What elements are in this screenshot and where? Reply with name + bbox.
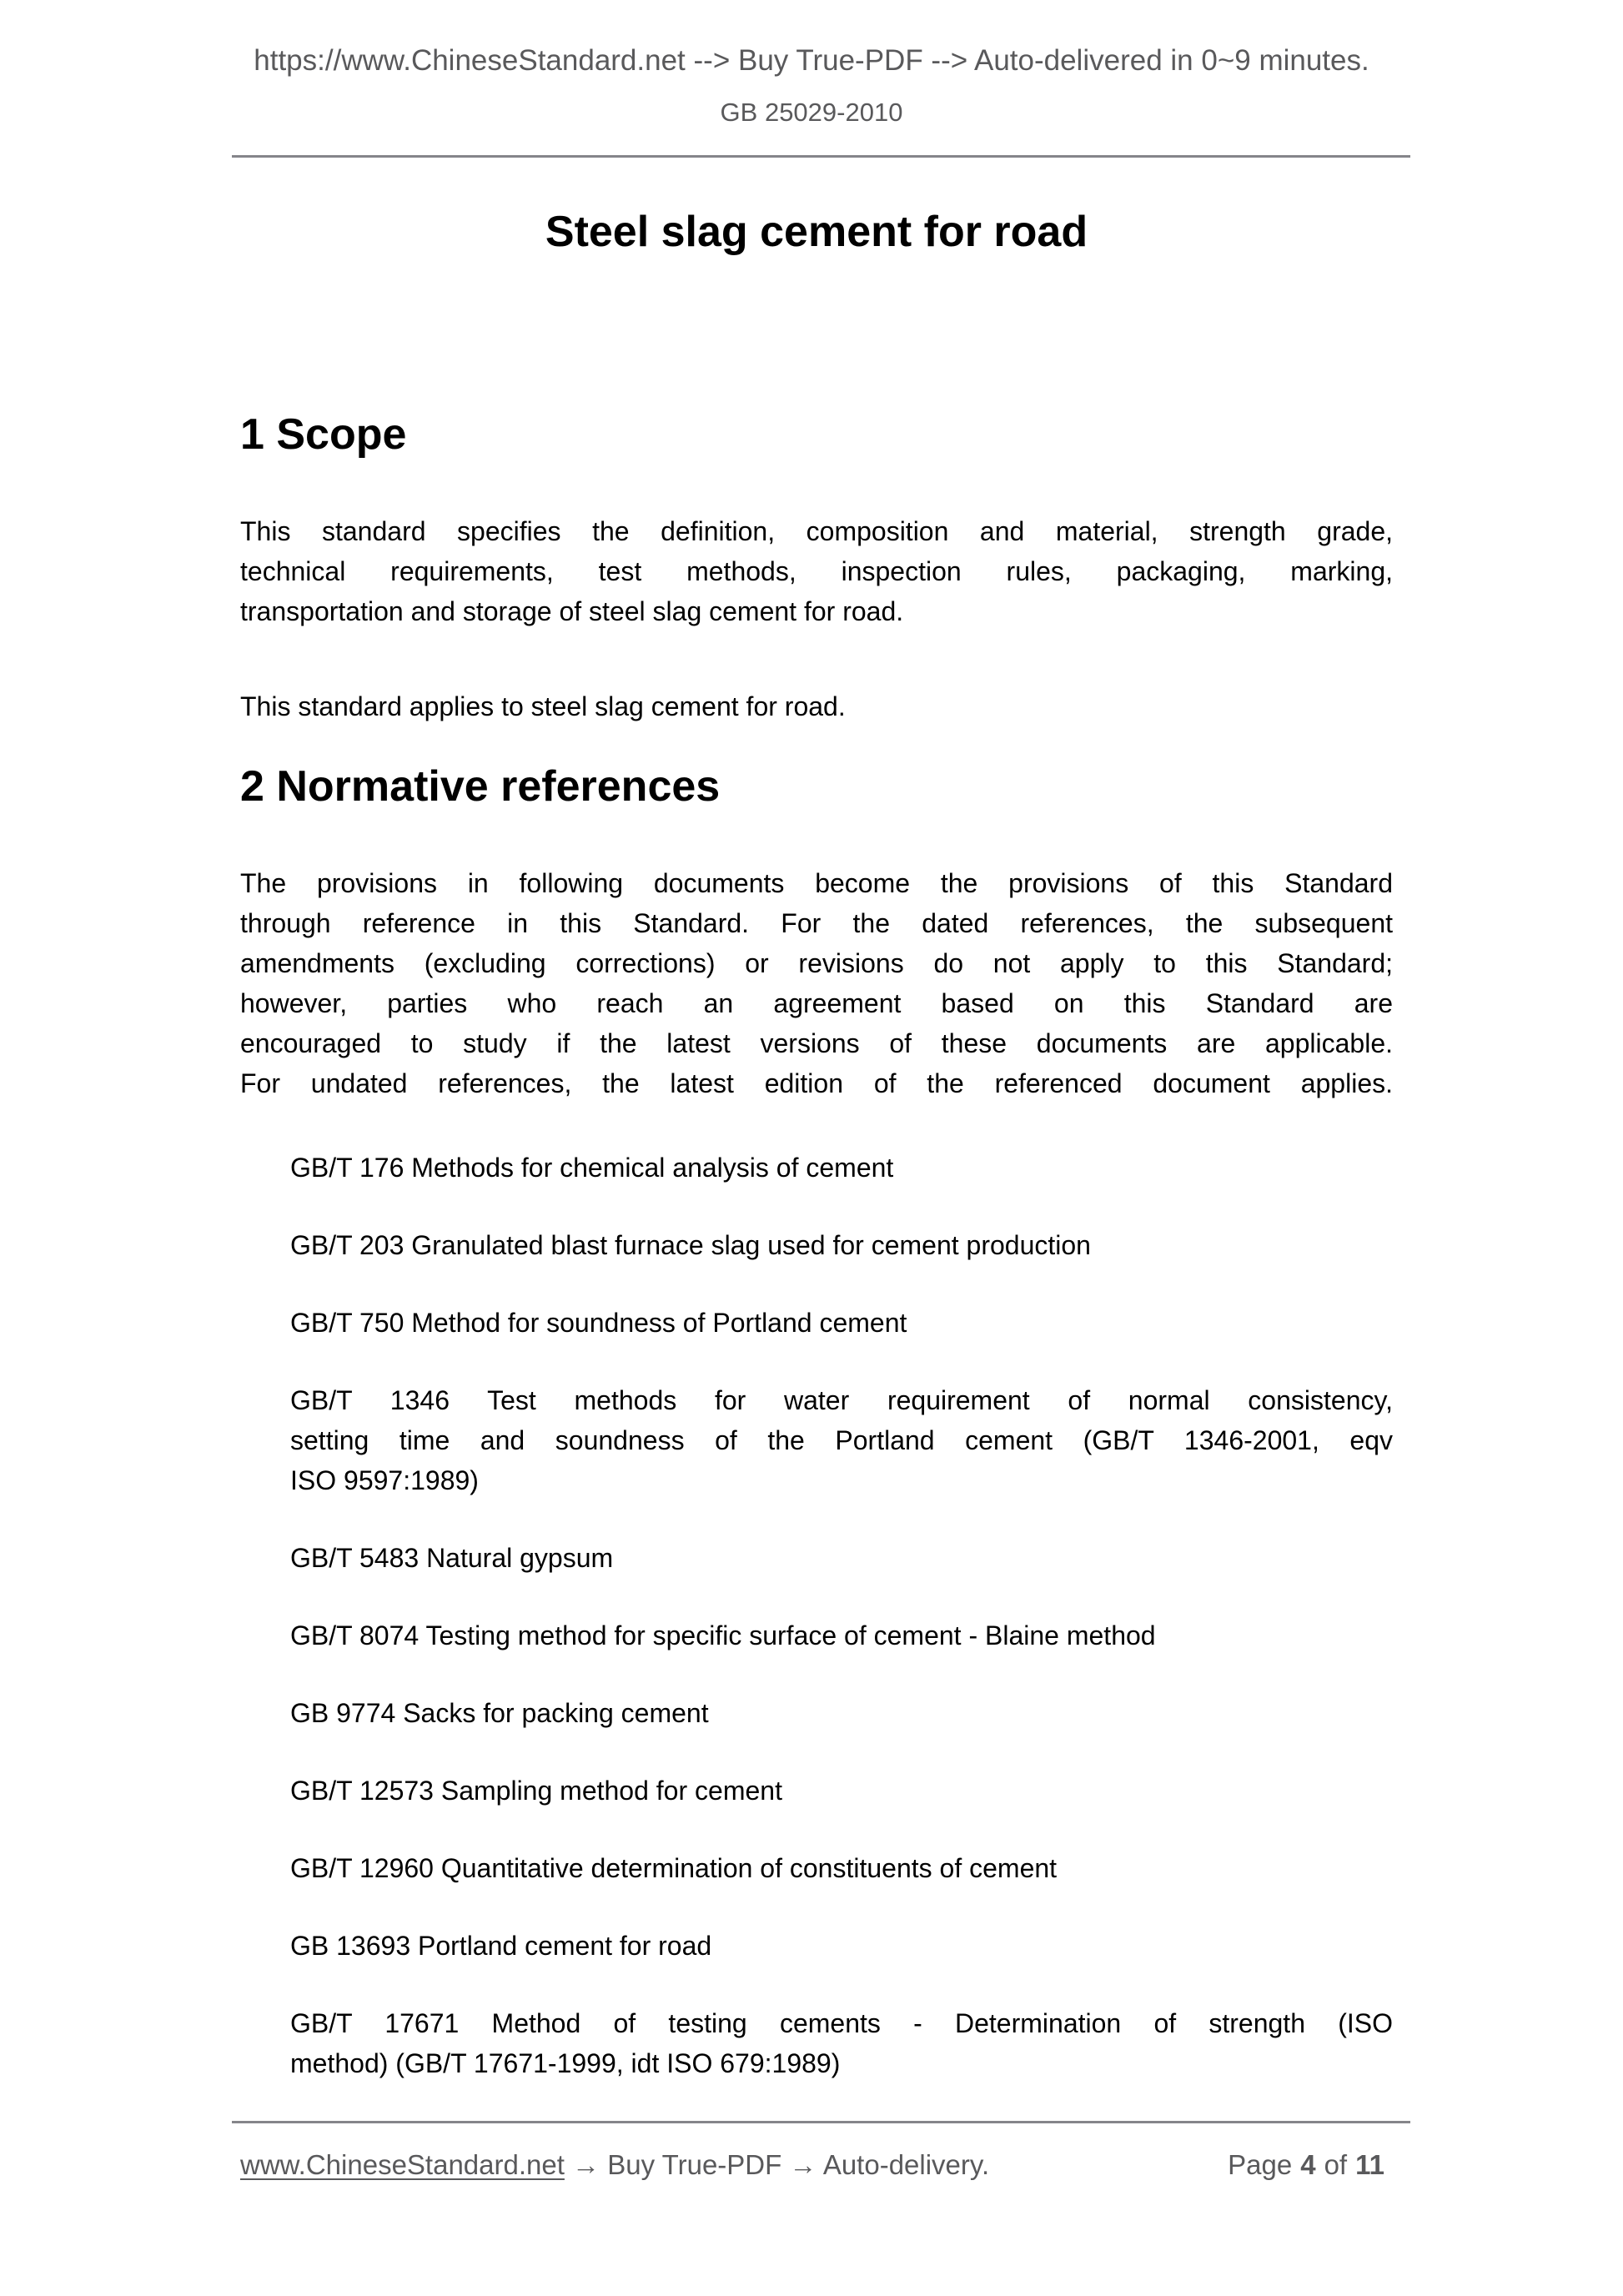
document-title: Steel slag cement for road — [545, 208, 1088, 256]
text-line: The provisions in following documents become the provisions of this Standard — [240, 868, 1393, 898]
reference-item — [290, 1926, 1393, 1966]
text-line: method) (GB/T 17671-1999, idt ISO 679:1989) — [290, 2048, 841, 2078]
paragraph-scope-2 — [240, 686, 1393, 726]
footer-tagline: → Buy True-PDF → Auto-delivery. — [564, 2149, 990, 2180]
header-divider — [232, 155, 1410, 158]
text-line: GB/T 8074 Testing method for specific surface of cement - Blaine method — [290, 1620, 1156, 1650]
paragraph-normative-intro — [240, 863, 1393, 1103]
page-current: 4 — [1300, 2149, 1316, 2180]
page-total: 11 — [1355, 2149, 1384, 2180]
text-line: GB/T 750 Method for soundness of Portland cement — [290, 1308, 907, 1338]
text-line: setting time and soundness of the Portland cement (GB/T 1346-2001, eqv — [290, 1425, 1393, 1455]
section-heading-normative-references: 2 Normative references — [240, 762, 721, 811]
page-footer — [240, 2148, 1393, 2182]
text-line: GB/T 17671 Method of testing cements - Determination of strength (ISO — [290, 2008, 1393, 2038]
header-url-line: https://www.ChineseStandard.net --> Buy True-PDF --> Auto-delivered in 0~9 minutes. — [254, 44, 1369, 77]
text-line: GB 9774 Sacks for packing cement — [290, 1698, 709, 1728]
reference-item — [290, 1771, 1393, 1811]
text-line: ISO 9597:1989) — [290, 1465, 479, 1495]
text-line: encouraged to study if the latest versions of these documents are applicable. — [240, 1028, 1393, 1058]
text-line: GB/T 203 Granulated blast furnace slag used for cement production — [290, 1230, 1091, 1260]
reference-item — [290, 1615, 1393, 1655]
page-label: Page — [1228, 2149, 1293, 2180]
text-line: GB/T 12960 Quantitative determination of constituents of cement — [290, 1853, 1058, 1883]
text-line: GB 13693 Portland cement for road — [290, 1931, 712, 1961]
text-line: technical requirements, test methods, inspection rules, packaging, marking, — [240, 556, 1393, 586]
reference-item — [290, 1225, 1393, 1265]
reference-list — [290, 1148, 1393, 2121]
reference-item — [290, 1848, 1393, 1888]
footer-link[interactable]: www.ChineseStandard.net — [240, 2149, 565, 2180]
reference-item — [290, 1148, 1393, 1188]
reference-item — [290, 1538, 1393, 1578]
footer-divider — [232, 2121, 1410, 2123]
reference-item — [290, 2003, 1393, 2083]
reference-item — [290, 1380, 1393, 1500]
text-line: however, parties who reach an agreement based on this Standard are — [240, 988, 1393, 1018]
paragraph-scope-1 — [240, 511, 1393, 631]
text-line: GB/T 1346 Test methods for water requirement of normal consistency, — [290, 1385, 1393, 1415]
text-line: For undated references, the latest edition of the referenced document applies. — [240, 1068, 1393, 1098]
text-line: GB/T 5483 Natural gypsum — [290, 1543, 614, 1573]
footer-left — [240, 2148, 989, 2182]
text-line: GB/T 176 Methods for chemical analysis of cement — [290, 1153, 894, 1183]
reference-item — [290, 1303, 1393, 1343]
text-line: amendments (excluding corrections) or revisions do not apply to this Standard; — [240, 948, 1393, 978]
reference-item — [290, 1693, 1393, 1733]
text-line: through reference in this Standard. For the dated references, the subsequent — [240, 908, 1393, 938]
section-heading-scope: 1 Scope — [240, 410, 407, 459]
text-line: This standard specifies the definition, composition and material, strength grade, — [240, 516, 1393, 546]
text-line: transportation and storage of steel slag cement for road. — [240, 596, 904, 626]
of-label: of — [1324, 2149, 1348, 2180]
text-line: This standard applies to steel slag cement for road. — [240, 691, 846, 721]
footer-page-indicator — [1228, 2148, 1393, 2182]
text-line: GB/T 12573 Sampling method for cement — [290, 1776, 782, 1806]
header-standard-number: GB 25029-2010 — [720, 98, 903, 127]
